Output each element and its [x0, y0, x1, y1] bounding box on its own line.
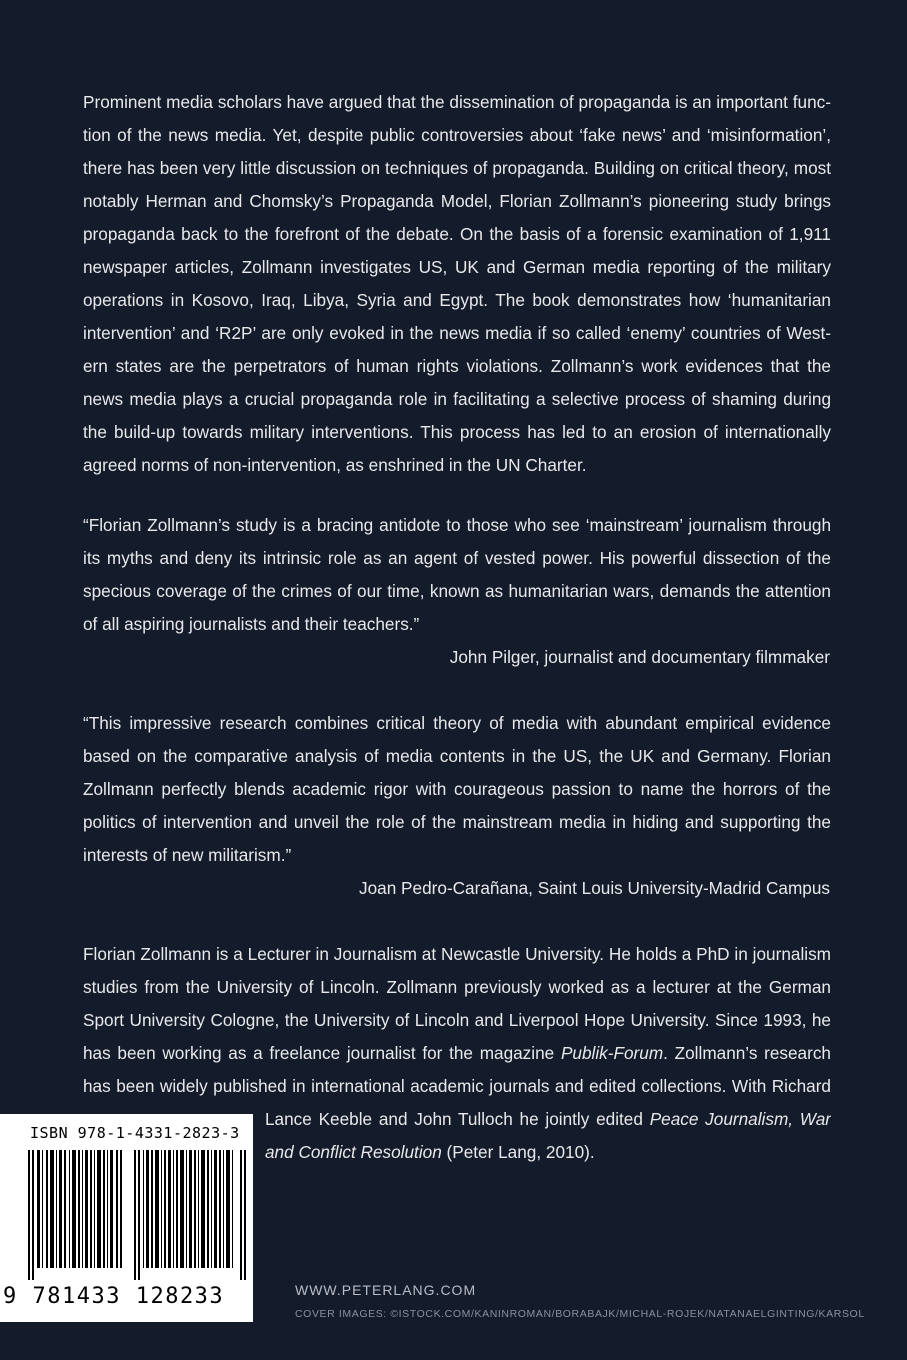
- blurb-line: Prominent media scholars have argued that the dissemination of propaganda is an important func-: [83, 92, 831, 112]
- blurb-line: operations in Kosovo, Iraq, Libya, Syria and Egypt. The book demonstrates how ‘humanitarian: [83, 290, 831, 310]
- bio-text: . Zollmann’s research: [663, 1043, 831, 1063]
- blurb-paragraph: [83, 86, 831, 482]
- bio-line: studies from the University of Lincoln. Zollmann previously worked as a lecturer at the German: [83, 977, 831, 997]
- quote-line: Zollmann perfectly blends academic rigor with courageous passion to name the horrors of the: [83, 779, 831, 799]
- blurb-line: agreed norms of non-intervention, as enshrined in the UN Charter.: [83, 455, 587, 475]
- blurb-line: tion of the news media. Yet, despite public controversies about ‘fake news’ and ‘misinformation’,: [83, 125, 831, 145]
- blurb-line: the build-up towards military interventions. This process has led to an erosion of internationally: [83, 422, 831, 442]
- bio-line: Florian Zollmann is a Lecturer in Journalism at Newcastle University. He holds a PhD in journalism: [83, 944, 831, 964]
- quote-line: its myths and deny its intrinsic role as an agent of vested power. His powerful dissection of the: [83, 548, 831, 568]
- blurb-line: newspaper articles, Zollmann investigates US, UK and German media reporting of the military: [83, 257, 831, 277]
- blurb-line: there has been very little discussion on techniques of propaganda. Building on critical theory, most: [83, 158, 831, 178]
- magazine-title: Publik-Forum: [560, 1043, 664, 1063]
- quote-pedro-caranana-attribution: Joan Pedro-Carañana, Saint Louis University-Madrid Campus: [359, 878, 830, 898]
- book-title: Peace Journalism, War: [649, 1109, 831, 1129]
- quote-pilger-attribution: John Pilger, journalist and documentary filmmaker: [449, 647, 830, 667]
- bio-text: (Peter Lang, 2010).: [441, 1142, 595, 1162]
- quote-pilger: [83, 509, 831, 641]
- blurb-line: ern states are the perpetrators of human rights violations. Zollmann’s work evidences that the: [83, 356, 831, 376]
- blurb-line: intervention’ and ‘R2P’ are only evoked in the news media if so called ‘enemy’ countries of West-: [83, 323, 831, 343]
- barcode-icon: [28, 1150, 248, 1280]
- blurb-line: propaganda back to the forefront of the debate. On the basis of a forensic examination of 1,911: [83, 224, 831, 244]
- isbn-label: ISBN 978-1-4331-2823-3: [30, 1124, 240, 1142]
- book-title: and Conflict Resolution: [265, 1142, 442, 1162]
- blurb-line: notably Herman and Chomsky’s Propaganda Model, Florian Zollmann’s pioneering study brings: [83, 191, 831, 211]
- bio-line: Sport University Cologne, the University of Lincoln and Liverpool Hope University. Since 1993, he: [83, 1010, 831, 1030]
- quote-line: politics of intervention and unveil the role of the mainstream media in hiding and supporting the: [83, 812, 831, 832]
- quote-line: interests of new militarism.”: [83, 845, 292, 865]
- publisher-website: WWW.PETERLANG.COM: [295, 1282, 477, 1298]
- bio-line: has been widely published in international academic journals and edited collections. With Richard: [83, 1076, 831, 1096]
- author-bio-continued: [265, 1103, 831, 1169]
- bio-text: has been working as a freelance journalist for the magazine: [83, 1043, 561, 1063]
- bio-line: [265, 1136, 831, 1169]
- quote-line: of all aspiring journalists and their teachers.”: [83, 614, 420, 634]
- quote-line: “Florian Zollmann’s study is a bracing antidote to those who see ‘mainstream’ journalism through: [83, 515, 831, 535]
- bio-line: [83, 1037, 831, 1070]
- bio-line: [265, 1103, 831, 1136]
- author-bio: [83, 938, 831, 1103]
- barcode-number: 9 781433 128233: [3, 1284, 225, 1309]
- blurb-line: news media plays a crucial propaganda role in facilitating a selective process of shaming during: [83, 389, 831, 409]
- quote-pedro-caranana: [83, 707, 831, 872]
- quote-line: “This impressive research combines critical theory of media with abundant empirical evidence: [83, 713, 831, 733]
- quote-line: based on the comparative analysis of media contents in the US, the UK and Germany. Florian: [83, 746, 831, 766]
- quote-line: specious coverage of the crimes of our time, known as humanitarian wars, demands the attention: [83, 581, 831, 601]
- bio-text: Lance Keeble and John Tulloch he jointly edited: [265, 1109, 650, 1129]
- cover-image-credits: COVER IMAGES: ©ISTOCK.COM/KANINROMAN/BORABAJK/MICHAL-ROJEK/NATANAELGINTING/KARSOL: [295, 1308, 865, 1320]
